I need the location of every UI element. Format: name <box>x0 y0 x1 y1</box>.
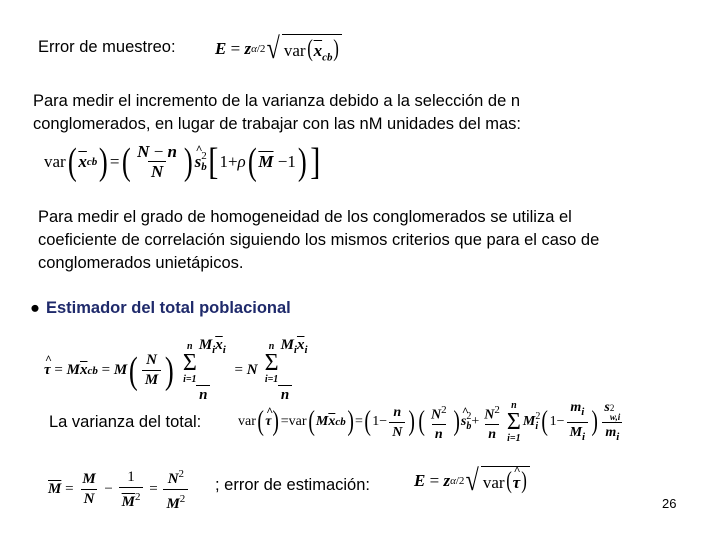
estimator-heading-text: Estimador del total poblacional <box>45 299 291 317</box>
total-estimator-formula: ^ τ = M $\overline{x}$ cb = M ( $\frac{N}{M}$ ) n Σ i=1 $M_i\overline{x}_i$ n = N n Σ i=1 $M_i\overline{x}_i$ n <box>44 336 313 405</box>
estimation-error-formula: E = z α/2 √ var(^ τ) <box>414 466 530 496</box>
total-variance-formula: var ( ^ τ ) =var ( M $\overline{x}$ cb ) = ( 1− $\frac{n}{N}$ ) ( $\frac{N^2}{n}$ ) ^ s 2 b + $\frac{N^2}{n}$ n Σ i=1 M 2 i ( 1− $\frac{m_i}{M_i}$ ) s 2 w,i $m_i$ <box>238 398 625 447</box>
intro-line-2: conglomerados, en lugar de trabajar con las nM unidades del mas: <box>33 115 521 133</box>
error-estimation-label: ; error de estimación: <box>215 476 370 494</box>
estimator-heading <box>30 297 291 320</box>
sampling-error-formula: E = z α/2 √ $var(\overline{x}_{cb})$ <box>215 34 342 64</box>
intro-line-1: Para medir el incremento de la varianza debido a la selección de n <box>33 92 521 110</box>
homog-line-3: conglomerados unietápicos. <box>38 254 244 272</box>
homog-line-1: Para medir el grado de homogeneidad de los conglomerados se utiliza el <box>38 208 572 226</box>
variance-xcb-formula: var ( $\overline{x}$ cb ) = ( $\frac{N - n}{N}$ ) ^ s 2 b [ 1+ ρ ( $\overline{M}$ −1 ) ] <box>44 142 321 181</box>
homog-line-2: coeficiente de correlación siguiendo los mismos criterios que para el caso de <box>38 231 600 249</box>
error-label: Error de muestreo: <box>38 38 176 56</box>
page-number: 26 <box>662 496 677 511</box>
mean-cluster-size-formula: $\overline{M}$ = $\frac{M}{N}$ − $\frac{1}{\overline{M}^2}$ = $\frac{N^2}{M^2}$ <box>48 465 190 514</box>
bullet-icon: ● <box>30 299 40 317</box>
variance-label: La varianza del total: <box>49 413 202 431</box>
